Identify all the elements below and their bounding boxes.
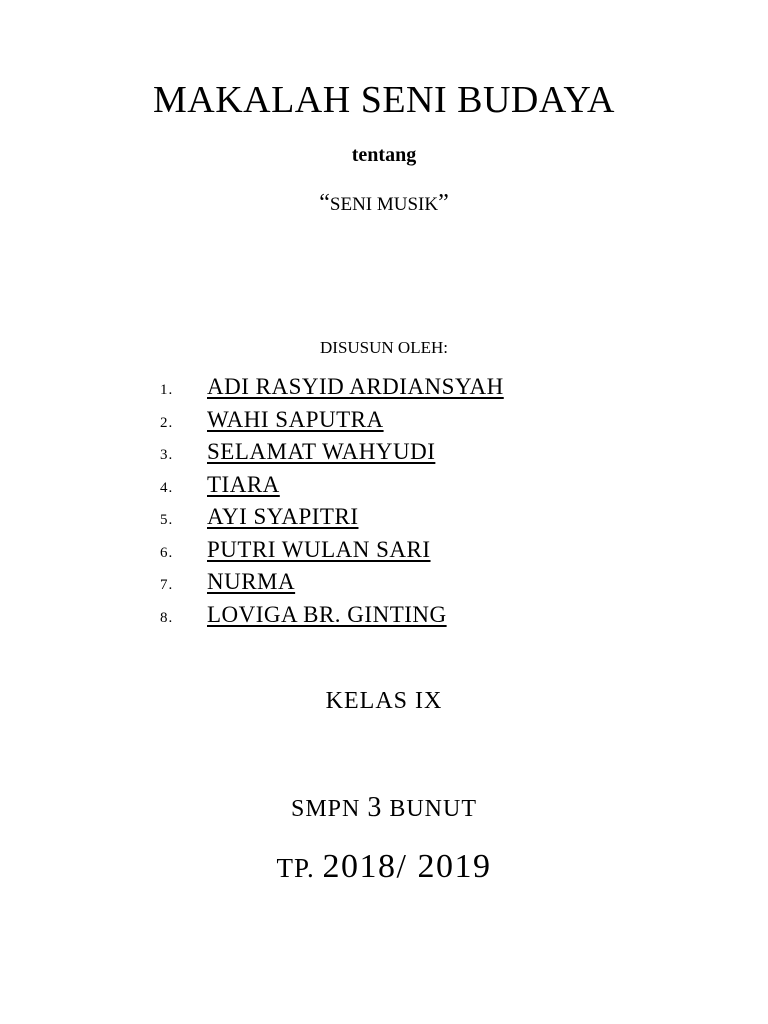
author-number: 6. [160, 544, 174, 561]
year-value: 2018/ 2019 [322, 848, 492, 885]
academic-year [0, 848, 768, 886]
author-item [160, 537, 504, 570]
document-subtitle: tentang [351, 144, 417, 166]
year-prefix: TP. [276, 853, 315, 883]
school-suffix: BUNUT [389, 796, 478, 822]
author-number: 5. [160, 512, 174, 528]
authors-label: DISUSUN OLEH: [320, 338, 448, 357]
school-name [0, 792, 768, 824]
author-item [160, 374, 504, 407]
author-number: 2. [160, 414, 174, 431]
author-name: NURMA [207, 569, 296, 594]
class-label: KELAS IX [325, 688, 443, 714]
document-title: MAKALAH SENI BUDAYA [152, 79, 615, 121]
author-name: PUTRI WULAN SARI [207, 536, 431, 562]
author-number: 8. [160, 609, 174, 626]
author-item [160, 569, 504, 602]
topic-close-quote: ” [438, 190, 449, 216]
topic-open-quote: “ [319, 190, 330, 216]
school-number: 3 [367, 792, 383, 823]
school-prefix: SMPN [290, 796, 361, 822]
author-item [160, 602, 504, 635]
author-name: WAHI SAPUTRA [207, 406, 384, 432]
topic-text: SENI MUSIK [329, 194, 439, 215]
document-topic [0, 190, 768, 217]
author-name: TIARA [207, 471, 280, 497]
author-number: 4. [160, 479, 174, 496]
author-list [160, 374, 504, 634]
author-item [160, 407, 504, 440]
author-item [160, 439, 504, 472]
author-number: 7. [160, 577, 174, 593]
author-number: 3. [160, 447, 174, 463]
author-name: ADI RASYID ARDIANSYAH [207, 374, 504, 399]
author-number: 1. [160, 382, 174, 398]
author-name: AYI SYAPITRI [207, 504, 359, 529]
author-item [160, 504, 504, 537]
author-item [160, 472, 504, 505]
author-name: SELAMAT WAHYUDI [207, 439, 436, 464]
author-name: LOVIGA BR. GINTING [207, 601, 447, 627]
